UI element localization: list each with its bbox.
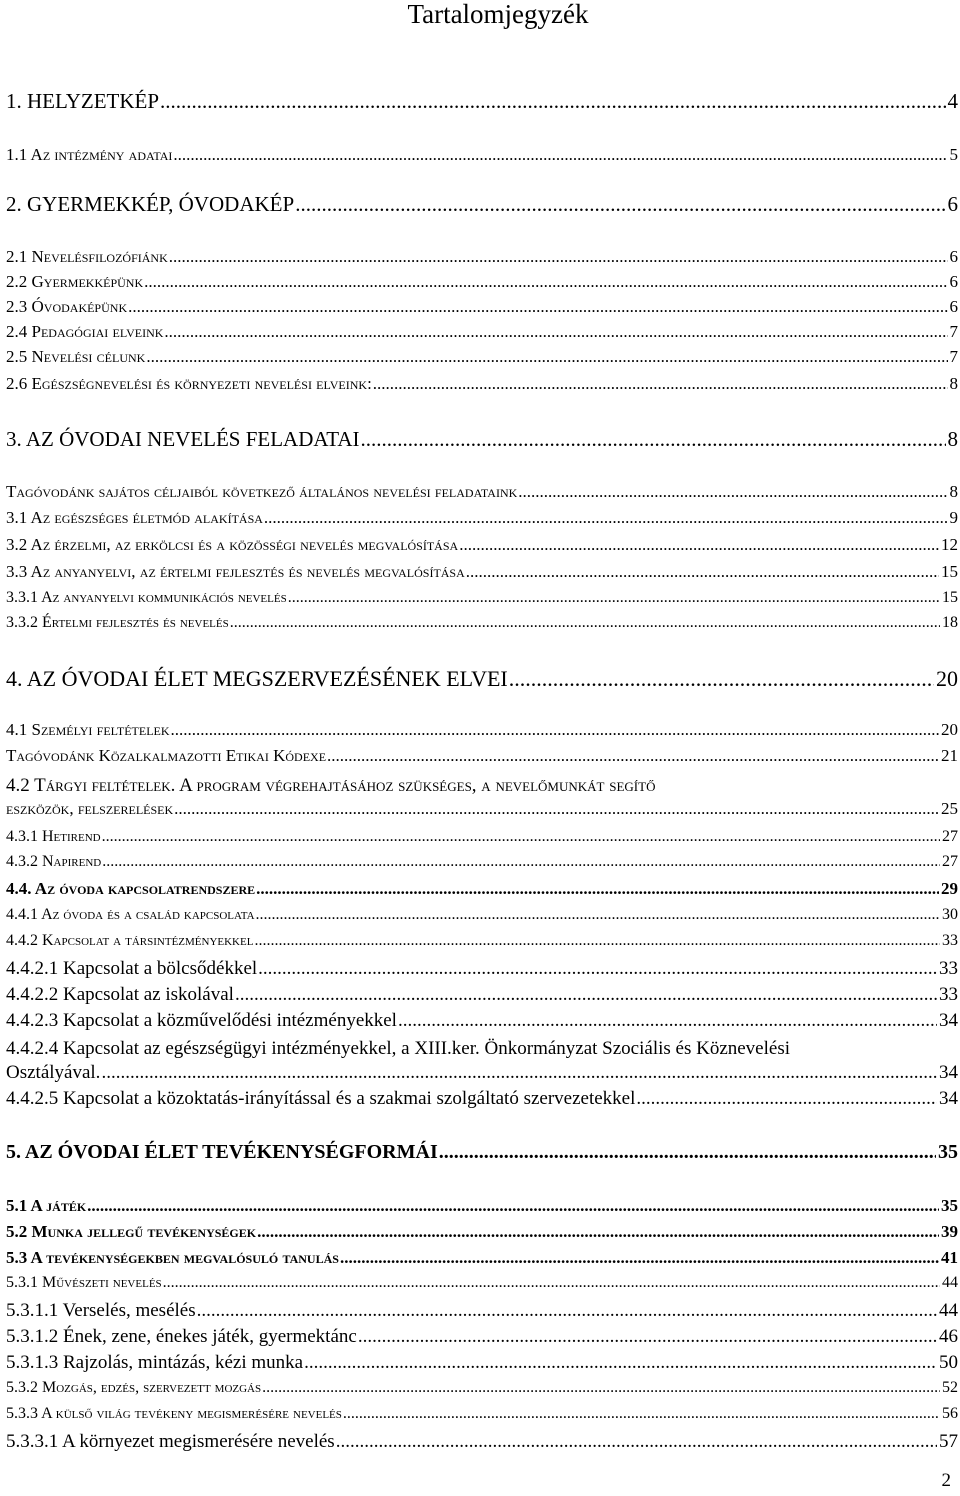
toc-entry[interactable] xyxy=(6,272,958,292)
toc-leader xyxy=(518,482,947,502)
toc-entry[interactable] xyxy=(6,589,958,607)
toc-leader xyxy=(146,347,947,367)
toc-leader xyxy=(163,1274,940,1292)
toc-leader xyxy=(304,1352,937,1374)
toc-entry-label: 3.3.2 Értelmi fejlesztés és nevelés xyxy=(6,614,229,631)
toc-entry[interactable] xyxy=(6,1196,958,1216)
toc-entry-label: 5.1 A játék xyxy=(6,1196,87,1215)
toc-entry[interactable] xyxy=(6,482,958,502)
toc-leader xyxy=(258,958,937,980)
toc-leader xyxy=(358,1326,937,1348)
toc-entry-page: 12 xyxy=(941,535,958,554)
toc-entry-page: 46 xyxy=(939,1326,958,1347)
toc-entry-page: 6 xyxy=(949,247,958,266)
toc-entry-label: 4.4.1 Az óvoda és a család kapcsolata xyxy=(6,906,255,923)
toc-entry[interactable] xyxy=(6,614,958,632)
toc-entry[interactable] xyxy=(6,1274,958,1292)
toc-entry-label: 3.1 Az egészséges életmód alakítása xyxy=(6,508,263,527)
toc-leader xyxy=(439,1141,936,1164)
toc-entry-page: 52 xyxy=(942,1379,958,1396)
toc-entry[interactable] xyxy=(6,297,958,317)
toc-entry-label: 2.2 Gyermekképünk xyxy=(6,272,144,291)
toc-leader xyxy=(340,1248,939,1268)
toc-entry[interactable] xyxy=(6,1062,958,1084)
toc-entry-label: 4.3.1 Hetirend xyxy=(6,828,101,845)
toc-entry-label: 2.1 Nevelésfilozófiánk xyxy=(6,247,168,266)
toc-entry[interactable] xyxy=(6,828,958,846)
toc-entry[interactable] xyxy=(6,1352,958,1374)
toc-leader xyxy=(264,508,948,528)
toc-entry-page: 34 xyxy=(939,1088,958,1109)
toc-entry-page: 18 xyxy=(942,614,958,631)
toc-entry-page: 29 xyxy=(941,879,958,898)
toc-leader xyxy=(336,1431,937,1453)
toc-entry[interactable] xyxy=(6,247,958,267)
toc-entry[interactable] xyxy=(6,1431,958,1453)
toc-entry[interactable] xyxy=(6,746,958,766)
page-title: Tartalomjegyzék xyxy=(407,0,589,29)
toc-leader xyxy=(144,272,947,292)
toc-entry-label: 5. AZ ÓVODAI ÉLET TEVÉKENYSÉGFORMÁI xyxy=(6,1141,438,1163)
toc-entry[interactable] xyxy=(6,853,958,871)
toc-leader xyxy=(257,1222,939,1242)
toc-entry-first-line: 4.2 Tárgyi feltételek. A program végrehajtásához szükséges, a nevelőmunkát segítő xyxy=(6,775,656,796)
toc-entry-page: 56 xyxy=(942,1405,958,1422)
toc-entry-page: 9 xyxy=(949,508,958,527)
toc-entry-label: 4.4.2.5 Kapcsolat a közoktatás-irányítással és a szakmai szolgáltató szervezetekkel xyxy=(6,1088,636,1109)
toc-entry-label: 5.3.3.1 A környezet megismerésére nevelés xyxy=(6,1431,335,1452)
toc-entry[interactable] xyxy=(6,958,958,980)
page-number: 2 xyxy=(941,1470,951,1491)
toc-entry[interactable] xyxy=(6,535,958,555)
toc-entry-page: 15 xyxy=(941,562,958,581)
toc-leader xyxy=(101,1062,937,1084)
toc-leader xyxy=(164,322,947,342)
toc-entry[interactable] xyxy=(6,562,958,582)
toc-entry-page: 6 xyxy=(947,192,958,216)
toc-entry[interactable] xyxy=(6,720,958,740)
toc-entry-page: 33 xyxy=(939,958,958,979)
toc-entry-label: Tagóvodánk Közalkalmazotti Etikai Kódexe xyxy=(6,746,327,765)
toc-entry[interactable] xyxy=(6,1141,958,1164)
toc-entry-label: 2.6 Egészségnevelési és környezeti nevelési elveink: xyxy=(6,374,372,393)
toc-entry[interactable] xyxy=(6,347,958,367)
toc-leader xyxy=(343,1405,940,1423)
toc-entry-label: 4.3.2 Napirend xyxy=(6,853,102,870)
toc-entry-first-line: 4.4.2.4 Kapcsolat az egészségügyi intézményekkel, a XIII.ker. Önkormányzat Szociális és Köznevelési xyxy=(6,1038,791,1059)
toc-entry-label: Osztályával. xyxy=(6,1062,101,1083)
toc-entry-label: 2.4 Pedagógiai elveink xyxy=(6,322,164,341)
toc-entry-label: 2. GYERMEKKÉP, ÓVODAKÉP xyxy=(6,192,295,216)
toc-entry-page: 50 xyxy=(939,1352,958,1373)
toc-entry-label: 4.4. Az óvoda kapcsolatrendszere xyxy=(6,879,256,898)
toc-entry-label: 5.3.1 Művészeti nevelés xyxy=(6,1274,162,1291)
toc-entry-page: 34 xyxy=(939,1062,958,1083)
toc-entry[interactable] xyxy=(6,879,958,899)
toc-entry-label: Tagóvodánk sajátos céljaiból következő általános nevelési feladataink xyxy=(6,482,518,501)
toc-leader xyxy=(466,562,939,582)
toc-entry[interactable] xyxy=(6,799,958,819)
toc-entry-page: 7 xyxy=(949,322,958,341)
toc-entry-page: 33 xyxy=(942,932,958,949)
toc-entry[interactable] xyxy=(6,666,958,692)
toc-entry-page: 25 xyxy=(941,799,958,818)
toc-entry-label: 5.3.2 Mozgás, edzés, szervezett mozgás xyxy=(6,1379,262,1396)
toc-leader xyxy=(636,1088,937,1110)
toc-leader xyxy=(169,247,948,267)
toc-entry-page: 57 xyxy=(939,1431,958,1452)
toc-entry-page: 21 xyxy=(941,746,958,765)
toc-entry-page: 44 xyxy=(939,1300,958,1321)
toc-entry[interactable] xyxy=(6,145,958,165)
toc-leader xyxy=(230,614,940,632)
toc-leader xyxy=(160,89,945,114)
toc-entry-label: 5.3.3 A külső világ tevékeny megismerésére nevelés xyxy=(6,1405,342,1422)
toc-entry-label: 2.3 Óvodaképünk xyxy=(6,297,128,316)
toc-entry-label: 5.2 Munka jellegű tevékenységek xyxy=(6,1222,257,1241)
toc-entry[interactable] xyxy=(6,932,958,950)
toc-leader xyxy=(295,192,945,217)
toc-leader xyxy=(102,828,940,846)
toc-entry-page: 33 xyxy=(939,984,958,1005)
toc-entry[interactable] xyxy=(6,906,958,924)
toc-leader xyxy=(256,879,939,899)
toc-entry[interactable] xyxy=(6,1088,958,1110)
toc-entry[interactable] xyxy=(6,1248,958,1268)
toc-entry[interactable] xyxy=(6,374,958,394)
toc-leader xyxy=(509,666,934,692)
toc-entry[interactable] xyxy=(6,1010,958,1032)
toc-leader xyxy=(256,906,940,924)
toc-entry-label: 1. HELYZETKÉP xyxy=(6,89,160,113)
toc-entry-page: 15 xyxy=(942,589,958,606)
toc-leader xyxy=(361,427,946,452)
toc-entry-label: eszközök, felszerelések xyxy=(6,799,174,818)
toc-entry-page: 20 xyxy=(941,720,958,739)
toc-entry-page: 8 xyxy=(949,482,958,501)
toc-leader xyxy=(288,589,940,607)
toc-entry-page: 34 xyxy=(939,1010,958,1031)
toc-entry-page: 27 xyxy=(942,828,958,845)
toc-leader xyxy=(235,984,937,1006)
toc-entry[interactable] xyxy=(6,1326,958,1348)
toc-entry[interactable] xyxy=(6,1300,958,1322)
toc-entry-label: 5.3.1.2 Ének, zene, énekes játék, gyermektánc xyxy=(6,1326,357,1347)
toc-entry-page: 4 xyxy=(947,89,958,113)
toc-leader xyxy=(197,1300,937,1322)
toc-entry-page: 44 xyxy=(942,1274,958,1291)
toc-entry[interactable] xyxy=(6,89,958,114)
toc-entry-page: 27 xyxy=(942,853,958,870)
toc-entry-label: 2.5 Nevelési célunk xyxy=(6,347,146,366)
toc-entry-page: 41 xyxy=(941,1248,958,1267)
toc-entry-label: 5.3 A tevékenységekben megvalósuló tanulás xyxy=(6,1248,339,1267)
toc-entry-label: 4.4.2.1 Kapcsolat a bölcsődékkel xyxy=(6,958,258,979)
toc-entry-page: 8 xyxy=(947,427,958,451)
toc-entry[interactable] xyxy=(6,1405,958,1423)
toc-entry-page: 39 xyxy=(941,1222,958,1241)
toc-entry-label: 3.3 Az anyanyelvi, az értelmi fejlesztés és nevelés megvalósítása xyxy=(6,562,465,581)
toc-entry-page: 6 xyxy=(949,272,958,291)
toc-entry-label: 4. AZ ÓVODAI ÉLET MEGSZERVEZÉSÉNEK ELVEI xyxy=(6,666,508,691)
toc-entry-page: 7 xyxy=(949,347,958,366)
toc-leader xyxy=(174,799,939,819)
toc-leader xyxy=(398,1010,937,1032)
toc-entry-page: 5 xyxy=(949,145,958,164)
toc-leader xyxy=(171,720,939,740)
toc-entry-label: 3.2 Az érzelmi, az erkölcsi és a közösségi nevelés megvalósítása xyxy=(6,535,459,554)
toc-entry[interactable] xyxy=(6,508,958,528)
toc-entry-label: 5.3.1.3 Rajzolás, mintázás, kézi munka xyxy=(6,1352,304,1373)
toc-leader xyxy=(128,297,947,317)
toc-entry-page: 8 xyxy=(949,374,958,393)
toc-entry-page: 6 xyxy=(949,297,958,316)
toc-entry-page: 35 xyxy=(938,1141,958,1163)
toc-leader xyxy=(254,932,940,950)
toc-entry-label: 4.4.2 Kapcsolat a társintézményekkel xyxy=(6,932,254,949)
toc-entry[interactable] xyxy=(6,1379,958,1397)
toc-entry-label: 4.1 Személyi feltételek xyxy=(6,720,170,739)
toc-leader xyxy=(459,535,939,555)
toc-entry[interactable] xyxy=(6,1222,958,1242)
toc-leader xyxy=(373,374,948,394)
toc-entry-label: 3. AZ ÓVODAI NEVELÉS FELADATAI xyxy=(6,427,360,451)
toc-leader xyxy=(102,853,940,871)
toc-entry[interactable] xyxy=(6,322,958,342)
toc-entry-page: 35 xyxy=(941,1196,958,1215)
toc-leader xyxy=(173,145,947,165)
toc-entry-page: 30 xyxy=(942,906,958,923)
toc-entry-label: 1.1 Az intézmény adatai xyxy=(6,145,173,164)
toc-entry-label: 3.3.1 Az anyanyelvi kommunikációs nevelés xyxy=(6,589,287,606)
toc-entry[interactable] xyxy=(6,192,958,217)
toc-entry-label: 4.4.2.3 Kapcsolat a közművelődési intézményekkel xyxy=(6,1010,397,1031)
toc-leader xyxy=(87,1196,939,1216)
toc-leader xyxy=(327,746,939,766)
toc-entry[interactable] xyxy=(6,984,958,1006)
toc-entry[interactable] xyxy=(6,427,958,452)
toc-entry-label: 4.4.2.2 Kapcsolat az iskolával xyxy=(6,984,234,1005)
toc-entry-page: 20 xyxy=(936,666,958,691)
toc-leader xyxy=(262,1379,940,1397)
toc-entry-label: 5.3.1.1 Verselés, mesélés xyxy=(6,1300,196,1321)
